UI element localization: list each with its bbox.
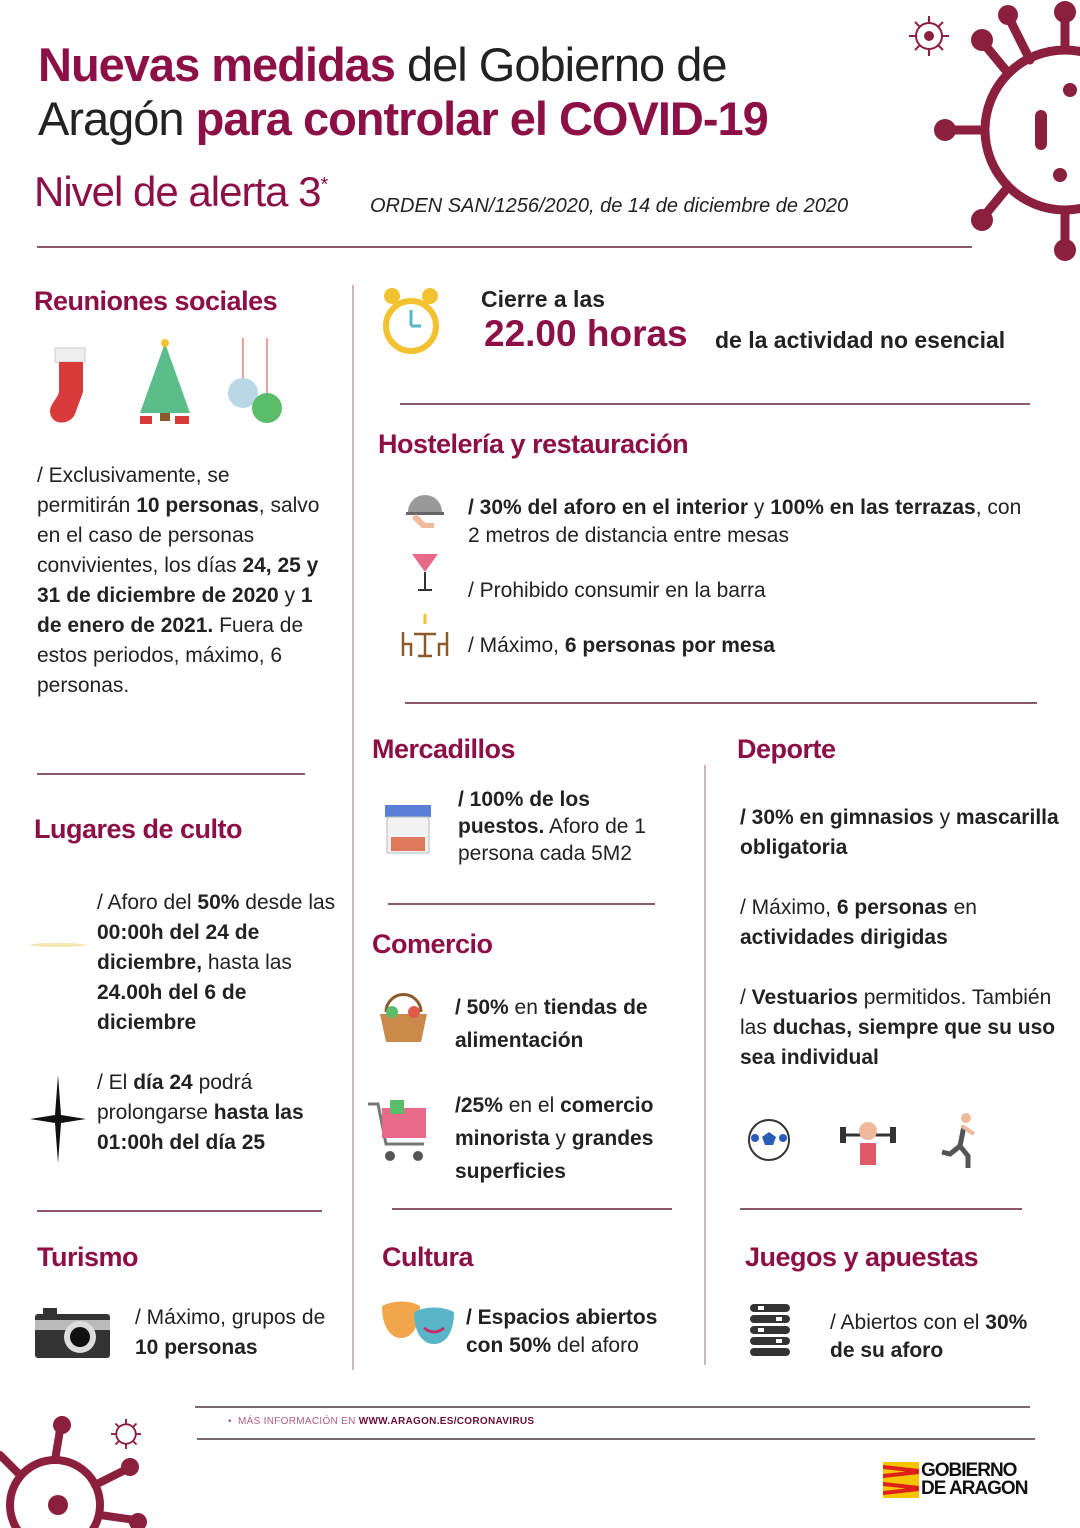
text: / Máximo, grupos de xyxy=(135,1306,326,1329)
bold-text: / Espacios abiertos con 50% xyxy=(466,1306,658,1357)
text: / Máximo, xyxy=(468,634,565,657)
section-title-turismo: Turismo xyxy=(37,1242,139,1272)
text: / Abiertos con el xyxy=(830,1311,986,1334)
divider xyxy=(37,773,305,775)
grocery-basket-icon xyxy=(376,990,431,1045)
text: Fuera de estos periodos, máximo, 6 personas. xyxy=(37,614,304,697)
divider xyxy=(405,702,1037,704)
text: , con 2 metros de distancia entre mesas xyxy=(468,496,1022,547)
divider xyxy=(388,903,655,905)
text: , salvo en el caso de personas convivientes, los días xyxy=(37,494,320,577)
weightlifter-icon xyxy=(838,1115,898,1167)
text: podrá prolongarse xyxy=(97,1071,253,1124)
section-title-mercadillos: Mercadillos xyxy=(372,734,516,764)
more-info-label: MÁS INFORMACIÓN EN xyxy=(237,1416,359,1427)
poker-chips-icon xyxy=(748,1302,792,1358)
runner-icon xyxy=(940,1112,980,1170)
text: / Prohibido consumir en la barra xyxy=(468,579,766,602)
deporte-text-2 xyxy=(740,893,1060,953)
order-reference: ORDEN SAN/1256/2020, de 14 de diciembre de 2020 xyxy=(370,195,849,217)
bold-text: 24, 25 y 31 de diciembre de 2020 xyxy=(37,554,319,607)
column-divider xyxy=(704,765,706,1365)
star-icon xyxy=(30,1075,86,1163)
text: del aforo xyxy=(551,1334,639,1357)
hosteleria-item-3 xyxy=(468,631,775,661)
mercadillos-text xyxy=(458,786,673,867)
bold-text: hasta las 01:00h del día 25 xyxy=(97,1101,304,1154)
divider xyxy=(740,1208,1022,1210)
divider xyxy=(392,1208,672,1210)
logo-line-2: DE ARAGON xyxy=(921,1478,1028,1499)
small-virus-icon xyxy=(108,1416,144,1452)
bold-text: / 100% de los puestos. xyxy=(458,788,590,838)
shopping-cart-icon xyxy=(366,1098,431,1166)
text: / xyxy=(740,986,752,1009)
alert-level xyxy=(34,168,327,216)
ornaments-icon xyxy=(225,338,285,428)
bold-text: actividades dirigidas xyxy=(740,926,948,949)
bold-text: /25% xyxy=(455,1094,503,1117)
divider xyxy=(400,403,1030,405)
alert-asterisk: * xyxy=(320,174,328,196)
text: permitidos. También las xyxy=(740,986,1052,1039)
divider xyxy=(197,1438,1035,1440)
juegos-text xyxy=(830,1309,1050,1365)
turismo-text xyxy=(135,1303,335,1363)
hosteleria-item-2 xyxy=(468,576,766,606)
stocking-icon xyxy=(45,340,100,425)
deporte-text-1 xyxy=(740,803,1060,863)
text: / Exclusivamente, se permitirán xyxy=(37,464,230,517)
bold-text: / 50% xyxy=(455,996,509,1019)
bold-text: 50% xyxy=(197,891,240,914)
theater-masks-icon xyxy=(380,1300,458,1352)
text: y xyxy=(748,496,771,519)
page-title xyxy=(38,38,768,146)
section-title-cultura: Cultura xyxy=(382,1242,473,1272)
aragon-flag-icon xyxy=(883,1462,919,1498)
bold-text: 24.00h del 6 de diciembre xyxy=(97,981,247,1034)
section-title-comercio: Comercio xyxy=(372,929,493,959)
text: desde las xyxy=(239,891,336,914)
section-title-reuniones: Reuniones sociales xyxy=(34,286,278,316)
more-info xyxy=(228,1416,534,1427)
christmas-tree-icon xyxy=(135,338,195,428)
divider xyxy=(37,246,972,248)
soccer-ball-icon xyxy=(747,1118,791,1162)
bold-text: 6 personas xyxy=(836,896,948,919)
alert-level-text: Nivel de alerta 3 xyxy=(34,168,321,215)
bold-text: 1 de enero de 2021. xyxy=(37,584,313,637)
title-line-1 xyxy=(38,38,768,92)
logo-line-1: GOBIERNO xyxy=(921,1460,1017,1481)
text: Aragón xyxy=(38,92,196,145)
section-title-culto: Lugares de culto xyxy=(34,814,243,844)
bold-text: / 30% del aforo en el interior xyxy=(468,496,749,519)
text: Aforo de 1 persona cada 5M2 xyxy=(458,815,646,865)
deporte-text-3 xyxy=(740,983,1060,1073)
section-title-juegos: Juegos y apuestas xyxy=(745,1242,979,1272)
text: en el xyxy=(502,1094,561,1117)
bold-text: 10 personas xyxy=(136,494,259,517)
text: del Gobierno de xyxy=(394,38,727,91)
bold-text: día 24 xyxy=(133,1071,193,1094)
sparkle-icon xyxy=(28,930,88,960)
bold-text: comercio minorista xyxy=(455,1094,654,1150)
alarm-clock-icon xyxy=(380,284,442,360)
bold-text: 30% de su aforo xyxy=(830,1311,1028,1362)
bullet: • xyxy=(228,1416,232,1427)
text: en xyxy=(947,896,977,919)
cultura-text xyxy=(466,1304,696,1360)
text: / Máximo, xyxy=(740,896,837,919)
text: y xyxy=(278,584,301,607)
bold-text: duchas, siempre que su uso sea individual xyxy=(740,1016,1056,1069)
title-line-2 xyxy=(38,92,768,146)
culto-text-2 xyxy=(97,1068,347,1158)
bold-text: 6 personas por mesa xyxy=(564,634,775,657)
text: / El xyxy=(97,1071,134,1094)
cierre-description: de la actividad no esencial xyxy=(715,327,1006,353)
comercio-text-1 xyxy=(455,991,695,1057)
comercio-text-2 xyxy=(455,1089,700,1188)
market-stall-icon xyxy=(383,803,433,855)
gobierno-aragon-logo xyxy=(883,1462,1027,1498)
cierre-time: 22.00 horas xyxy=(484,313,688,354)
bold-text: mascarilla obligatoria xyxy=(740,806,1059,859)
cocktail-icon xyxy=(410,550,440,595)
culto-text-1 xyxy=(97,888,347,1038)
cierre-label: Cierre a las xyxy=(481,286,606,312)
bold-text: tiendas de alimentación xyxy=(455,996,648,1052)
table-chairs-icon xyxy=(400,612,450,658)
bold-text: para controlar el COVID-19 xyxy=(195,92,768,145)
bold-text: Vestuarios xyxy=(751,986,858,1009)
reuniones-text xyxy=(37,461,322,701)
camera-icon xyxy=(35,1308,110,1358)
section-title-hosteleria: Hostelería y restauración xyxy=(378,429,689,459)
cloche-icon xyxy=(404,488,446,528)
text: y xyxy=(933,806,956,829)
text: y xyxy=(549,1127,572,1150)
text: / Aforo del xyxy=(97,891,198,914)
section-title-deporte: Deporte xyxy=(737,734,836,764)
hosteleria-item-1 xyxy=(468,494,1038,550)
small-virus-icon xyxy=(905,12,953,60)
bold-text: 10 personas xyxy=(135,1336,258,1359)
column-divider xyxy=(352,285,354,1370)
bold-text: grandes superficies xyxy=(455,1127,654,1183)
more-info-link[interactable]: WWW.ARAGON.ES/CORONAVIRUS xyxy=(358,1416,535,1427)
divider xyxy=(195,1406,1030,1408)
bold-text: 00:00h del 24 de diciembre, xyxy=(97,921,260,974)
bold-text: Nuevas medidas xyxy=(38,38,395,91)
text: hasta las xyxy=(202,951,292,974)
bold-text: 100% en las terrazas xyxy=(770,496,976,519)
divider xyxy=(37,1210,322,1212)
text: en xyxy=(508,996,544,1019)
bold-text: / 30% en gimnasios xyxy=(740,806,934,829)
